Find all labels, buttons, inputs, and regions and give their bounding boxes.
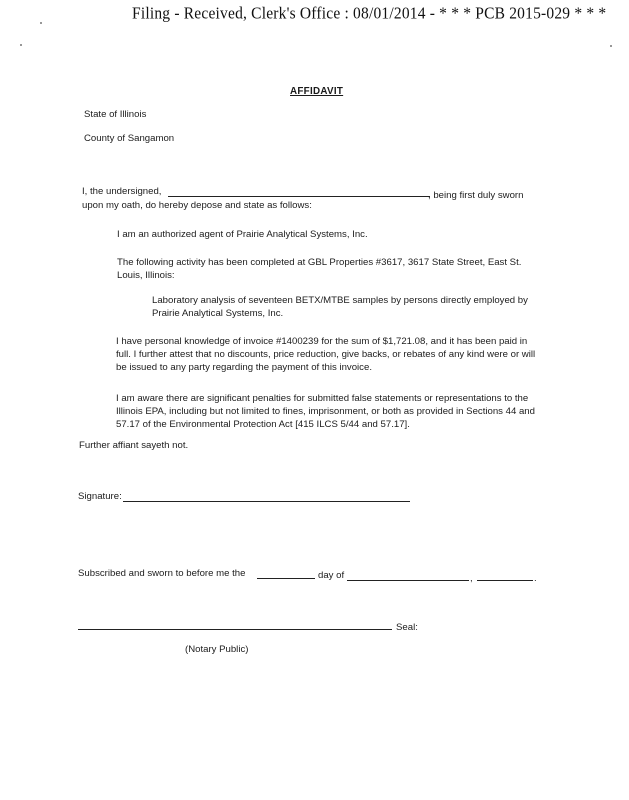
penalty-statement: I am aware there are significant penalties for submitted false statements or representations to the Illinois EPA, including but not limited to fines, imprisonment, or both as provided in Sections 44 and 57.17 of the Environmental Protection Act [415 ILCS 5/44 and 57.17]. [116, 393, 535, 431]
date-period: . [534, 573, 537, 584]
oath-prefix: I, the undersigned, [82, 186, 162, 197]
activity-statement: The following activity has been completed at GBL Properties #3617, 3617 State Street, East St. Louis, Illinois: [117, 257, 522, 282]
scan-speck [40, 22, 42, 24]
document-title: AFFIDAVIT [290, 86, 344, 97]
month-line[interactable] [347, 580, 469, 581]
date-comma: , [470, 573, 473, 584]
day-of-label: day of [318, 570, 345, 581]
notary-signature-line[interactable] [78, 629, 392, 630]
agent-statement: I am an authorized agent of Prairie Analytical Systems, Inc. [117, 229, 368, 240]
state-line: State of Illinois [84, 109, 147, 120]
subscribed-prefix: Subscribed and sworn to before me the [78, 568, 246, 579]
oath-suffix: , being first duly sworn [428, 190, 524, 201]
scan-speck [610, 45, 612, 47]
invoice-statement: I have personal knowledge of invoice #1400239 for the sum of $1,721.08, and it has been paid in full. I further attest that no discounts, price reduction, give backs, or rebates of any kind were or will be issued to any party regarding the payment of this invoice. [116, 336, 536, 374]
affiant-name-line[interactable] [168, 196, 430, 197]
filing-stamp: Filing - Received, Clerk's Office : 08/01/2014 - * * * PCB 2015-029 * * * [132, 4, 607, 24]
signature-label: Signature: [78, 491, 122, 502]
scan-speck [20, 44, 22, 46]
signature-line[interactable] [123, 501, 410, 502]
oath-line-2: upon my oath, do hereby depose and state as follows: [82, 200, 312, 211]
notary-label: (Notary Public) [185, 644, 249, 655]
day-number-line[interactable] [257, 578, 315, 579]
further-affiant: Further affiant sayeth not. [79, 440, 189, 451]
lab-analysis: Laboratory analysis of seventeen BETX/MTBE samples by persons directly employed by Prairie Analytical Systems, Inc. [152, 295, 528, 320]
year-line[interactable] [477, 580, 533, 581]
county-line: County of Sangamon [84, 133, 175, 144]
seal-label: Seal: [396, 622, 418, 633]
